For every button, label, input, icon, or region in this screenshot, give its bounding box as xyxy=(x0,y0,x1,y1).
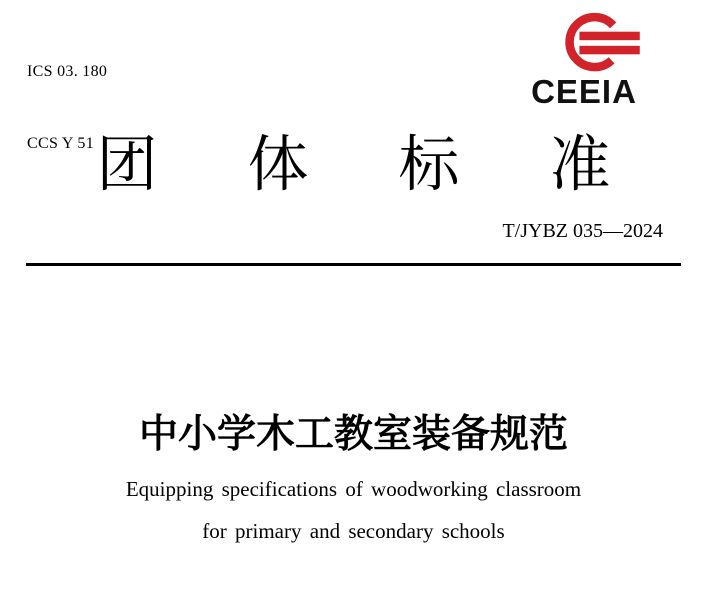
standard-number: T/JYBZ 035—2024 xyxy=(502,220,663,242)
ceeia-logo-text: CEEIA xyxy=(531,73,637,110)
ccs-code: CCS Y 51 xyxy=(27,135,95,152)
standard-type-char: 准 xyxy=(549,130,611,198)
document-title-en-line2: for primary and secondary schools xyxy=(202,519,505,543)
logo-bar-top xyxy=(579,32,639,40)
logo-bar-bottom xyxy=(579,46,639,54)
ics-code: ICS 03. 180 xyxy=(27,63,108,80)
standard-type-char: 标 xyxy=(398,130,460,198)
document-title-zh: 中小学木工教室装备规范 xyxy=(138,413,568,456)
standard-type-char: 团 xyxy=(96,130,158,198)
ceeia-logo-icon xyxy=(560,10,646,76)
logo-ring xyxy=(570,17,614,67)
standard-type-heading xyxy=(26,131,681,197)
divider-line xyxy=(26,263,681,266)
standard-type-char: 体 xyxy=(247,130,309,198)
document-title-en-line1: Equipping specifications of woodworking classroom xyxy=(125,477,582,501)
ceeia-logo xyxy=(516,10,652,110)
